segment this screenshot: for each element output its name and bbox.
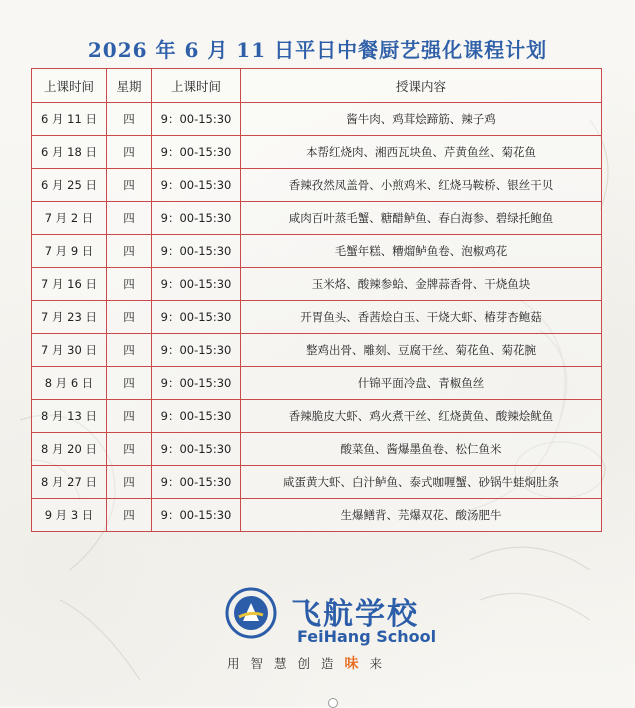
cell-date: 6 月 18 日 [32,136,107,169]
slogan-end: 来 [369,656,394,671]
cell-weekday: 四 [107,169,152,202]
cell-weekday: 四 [107,301,152,334]
school-logo [225,587,455,677]
cell-weekday: 四 [107,202,152,235]
cell-time: 9：00-15:30 [152,235,241,268]
cell-weekday: 四 [107,400,152,433]
cell-date: 8 月 20 日 [32,433,107,466]
cell-date: 7 月 9 日 [32,235,107,268]
cell-date: 7 月 30 日 [32,334,107,367]
cell-weekday: 四 [107,466,152,499]
cell-content: 香辣脆皮大虾、鸡火煮干丝、红烧黄鱼、酸辣烩鱿鱼 [241,400,602,433]
cell-content: 什锦平面冷盘、青椒鱼丝 [241,367,602,400]
header-date: 上课时间 [32,69,107,103]
cell-date: 7 月 23 日 [32,301,107,334]
table-row [32,268,602,301]
cell-weekday: 四 [107,103,152,136]
cell-content: 玉米烙、酸辣参蛤、金牌蒜香骨、干烧鱼块 [241,268,602,301]
cell-content: 生爆鳝背、芫爆双花、酸汤肥牛 [241,499,602,532]
table-row [32,499,602,532]
school-slogan [227,653,393,673]
cell-content: 酱牛肉、鸡茸烩蹄筋、辣子鸡 [241,103,602,136]
cell-date: 7 月 2 日 [32,202,107,235]
cell-time: 9：00-15:30 [152,202,241,235]
cell-weekday: 四 [107,433,152,466]
table-header-row [32,69,602,103]
cell-weekday: 四 [107,334,152,367]
school-name-cn: 飞航学校 [291,597,419,632]
header-content: 授课内容 [241,69,602,103]
cell-content: 香辣孜然凤盖骨、小煎鸡米、红烧马鞍桥、银丝干贝 [241,169,602,202]
cell-weekday: 四 [107,499,152,532]
cell-date: 8 月 13 日 [32,400,107,433]
cell-content: 毛蟹年糕、糟熘鲈鱼卷、泡椒鸡花 [241,235,602,268]
cell-time: 9：00-15:30 [152,103,241,136]
cell-content: 咸蛋黄大虾、白汁鲈鱼、泰式咖喱蟹、砂锅牛蛙焖肚条 [241,466,602,499]
cell-content: 整鸡出骨、雕刻、豆腐干丝、菊花鱼、菊花腕 [241,334,602,367]
cell-content: 本帮红烧肉、湘西瓦块鱼、芹黄鱼丝、菊花鱼 [241,136,602,169]
table-row [32,400,602,433]
cell-time: 9：00-15:30 [152,169,241,202]
cell-date: 9 月 3 日 [32,499,107,532]
cell-weekday: 四 [107,268,152,301]
cell-time: 9：00-15:30 [152,367,241,400]
cell-date: 8 月 27 日 [32,466,107,499]
table-row [32,301,602,334]
cell-weekday: 四 [107,136,152,169]
cell-time: 9：00-15:30 [152,334,241,367]
header-time: 上课时间 [152,69,241,103]
table-row [32,433,602,466]
slogan-accent: 味 [344,656,370,672]
cell-date: 7 月 16 日 [32,268,107,301]
cell-date: 8 月 6 日 [32,367,107,400]
scroll-indicator[interactable] [328,698,338,708]
slogan-main: 用智慧创造 [227,656,345,671]
cell-date: 6 月 11 日 [32,103,107,136]
cell-date: 6 月 25 日 [32,169,107,202]
cell-weekday: 四 [107,367,152,400]
page-title: 2026 年 6 月 11 日平日中餐厨艺强化课程计划 [87,38,548,62]
cell-time: 9：00-15:30 [152,400,241,433]
table-row [32,334,602,367]
cell-content: 开胃鱼头、香茜烩白玉、干烧大虾、椿芽杏鲍菇 [241,301,602,334]
cell-time: 9：00-15:30 [152,466,241,499]
table-row [32,466,602,499]
cell-time: 9：00-15:30 [152,499,241,532]
cell-time: 9：00-15:30 [152,301,241,334]
table-row [32,367,602,400]
cell-weekday: 四 [107,235,152,268]
table-row [32,136,602,169]
cell-time: 9：00-15:30 [152,136,241,169]
header-weekday: 星期 [107,69,152,103]
table-row [32,103,602,136]
school-name-en: FeiHang School [297,627,437,646]
cell-time: 9：00-15:30 [152,268,241,301]
table-row [32,169,602,202]
course-schedule-table [31,68,602,532]
cell-content: 酸菜鱼、酱爆墨鱼卷、松仁鱼米 [241,433,602,466]
table-row [32,202,602,235]
table-row [32,235,602,268]
cell-content: 咸肉百叶蒸毛蟹、糖醋鲈鱼、春白海参、碧绿托鲍鱼 [241,202,602,235]
cell-time: 9：00-15:30 [152,433,241,466]
school-emblem-icon [225,587,277,639]
